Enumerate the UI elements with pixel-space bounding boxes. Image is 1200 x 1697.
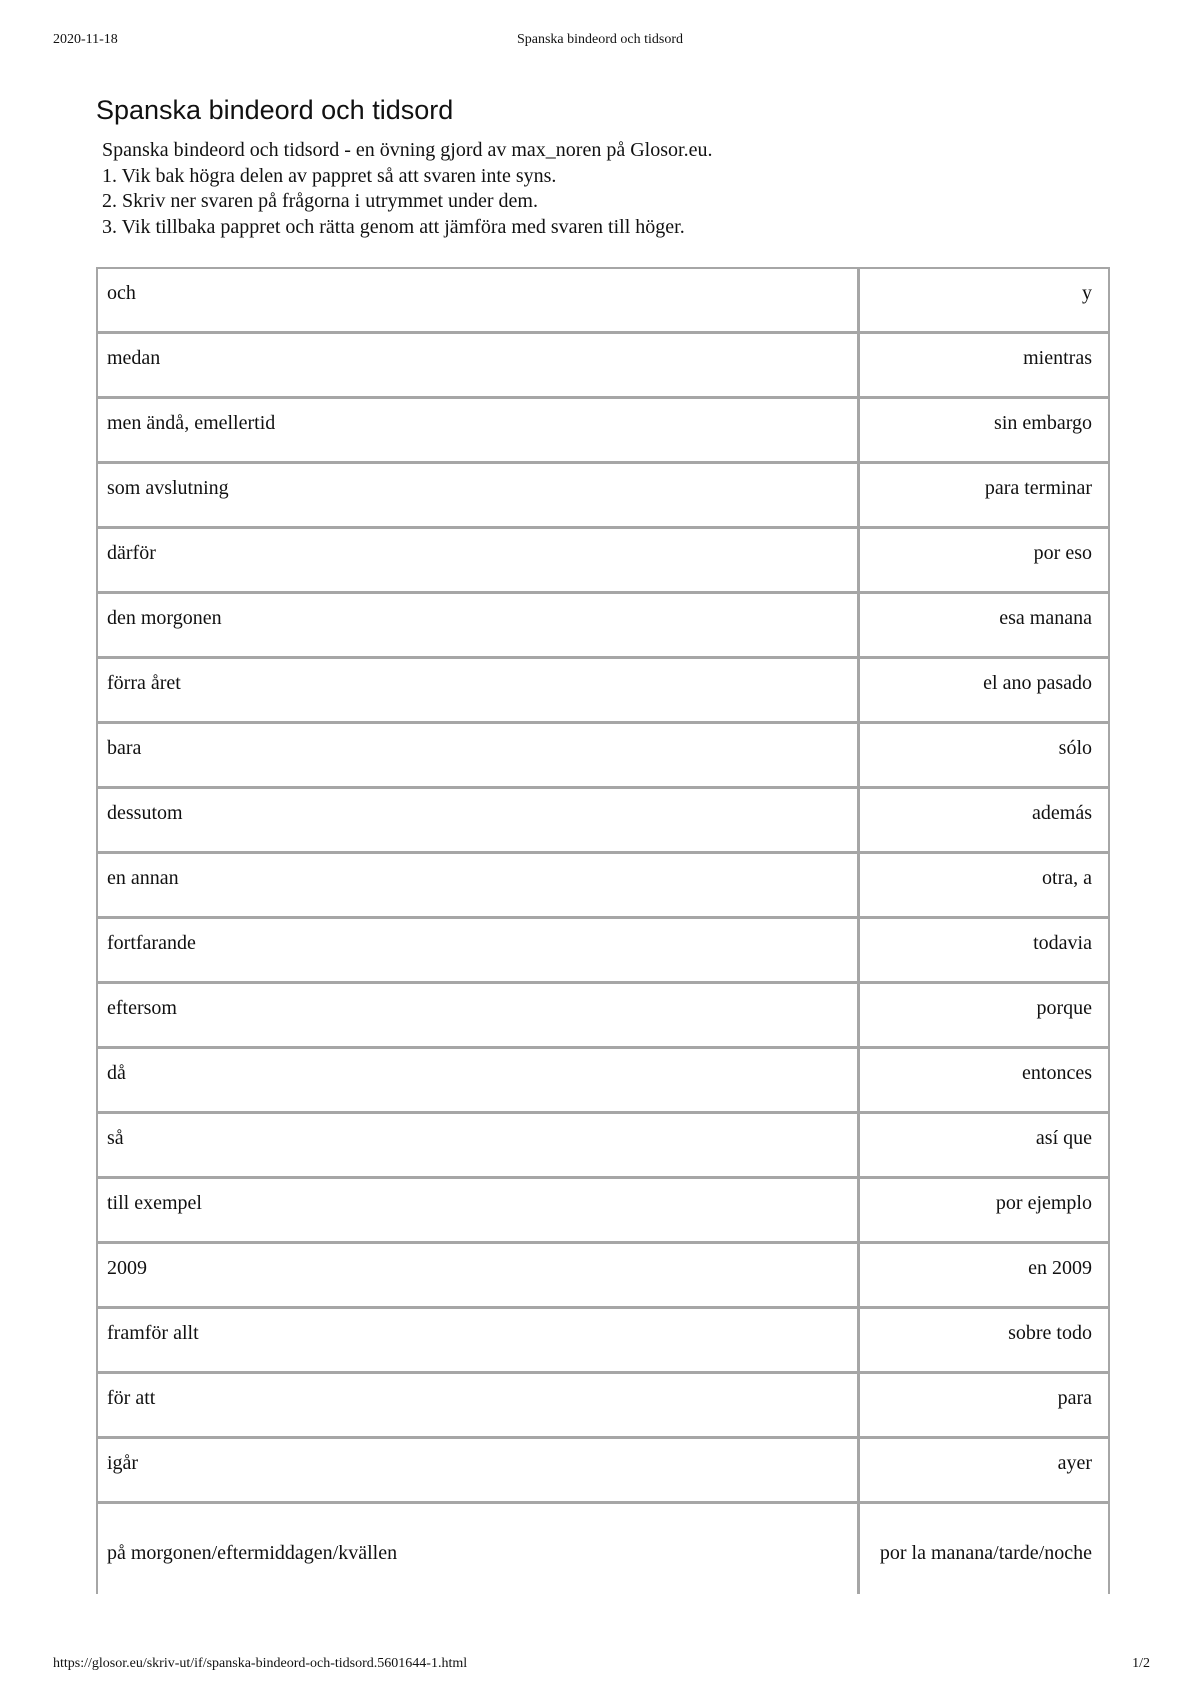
question-cell: för att [98,1374,860,1439]
answer-cell: entonces [860,1049,1108,1114]
page-title: Spanska bindeord och tidsord [96,95,454,125]
question-cell: en annan [98,854,860,919]
question-cell: förra året [98,659,860,724]
page-number: 1/2 [1132,1656,1150,1671]
print-date: 2020-11-18 [53,32,118,47]
answer-cell: para terminar [860,464,1108,529]
answer-cell: sólo [860,724,1108,789]
answer-cell: en 2009 [860,1244,1108,1309]
question-cell: då [98,1049,860,1114]
vocabulary-table [96,267,1110,1594]
table-row [98,1179,1108,1244]
table-row [98,659,1108,724]
question-cell: bara [98,724,860,789]
answer-cell: el ano pasado [860,659,1108,724]
table-row [98,724,1108,789]
answer-cell: además [860,789,1108,854]
instruction-step-1: 1. Vik bak högra delen av pappret så att svaren inte syns. [102,164,557,187]
print-footer [53,1656,1150,1676]
answer-cell: por la manana/tarde/noche [879,1542,1092,1564]
table-row [98,334,1108,399]
table-row [98,464,1108,529]
instruction-intro: Spanska bindeord och tidsord - en övning gjord av max_noren på Glosor.eu. [102,139,713,161]
question-cell: fortfarande [98,919,860,984]
table-row [98,1504,1108,1594]
answer-cell: porque [860,984,1108,1049]
question-cell: den morgonen [98,594,860,659]
question-cell: dessutom [98,789,860,854]
question-cell: därför [98,529,860,594]
print-header [53,32,1147,52]
table-row [98,984,1108,1049]
question-cell: men ändå, emellertid [98,399,860,464]
answer-cell: por ejemplo [860,1179,1108,1244]
instructions [102,138,1110,240]
question-cell: så [98,1114,860,1179]
answer-cell: para [860,1374,1108,1439]
document-content [96,92,1110,1564]
table-row [98,789,1108,854]
table-row [98,529,1108,594]
answer-cell: todavia [860,919,1108,984]
table-row [98,1374,1108,1439]
answer-cell: ayer [860,1439,1108,1504]
table-row [98,854,1108,919]
question-cell: 2009 [98,1244,860,1309]
answer-cell: sobre todo [860,1309,1108,1374]
answer-cell: otra, a [860,854,1108,919]
answer-cell: así que [860,1114,1108,1179]
table-row [98,1049,1108,1114]
question-cell: som avslutning [98,464,860,529]
table-row [98,269,1108,334]
page-url: https://glosor.eu/skriv-ut/if/spanska-bindeord-och-tidsord.5601644-1.html [53,1656,468,1671]
question-cell: igår [98,1439,860,1504]
question-cell: eftersom [98,984,860,1049]
table-row [98,399,1108,464]
answer-cell: esa manana [860,594,1108,659]
table-row [98,594,1108,659]
answer-cell: sin embargo [860,399,1108,464]
table-row [98,1439,1108,1504]
table-row [98,919,1108,984]
answer-cell: por eso [860,529,1108,594]
question-cell: på morgonen/eftermiddagen/kvällen [98,1504,860,1594]
question-cell: till exempel [98,1179,860,1244]
answer-cell: y [860,269,1108,334]
table-row [98,1114,1108,1179]
table-row [98,1309,1108,1374]
question-cell: och [98,269,860,334]
answer-cell: mientras [860,334,1108,399]
question-cell: medan [98,334,860,399]
instruction-step-2: 2. Skriv ner svaren på frågorna i utrymmet under dem. [102,190,538,212]
question-cell: framför allt [98,1309,860,1374]
table-row [98,1244,1108,1309]
instruction-step-3: 3. Vik tillbaka pappret och rätta genom att jämföra med svaren till höger. [102,215,685,238]
print-title: Spanska bindeord och tidsord [516,32,684,47]
